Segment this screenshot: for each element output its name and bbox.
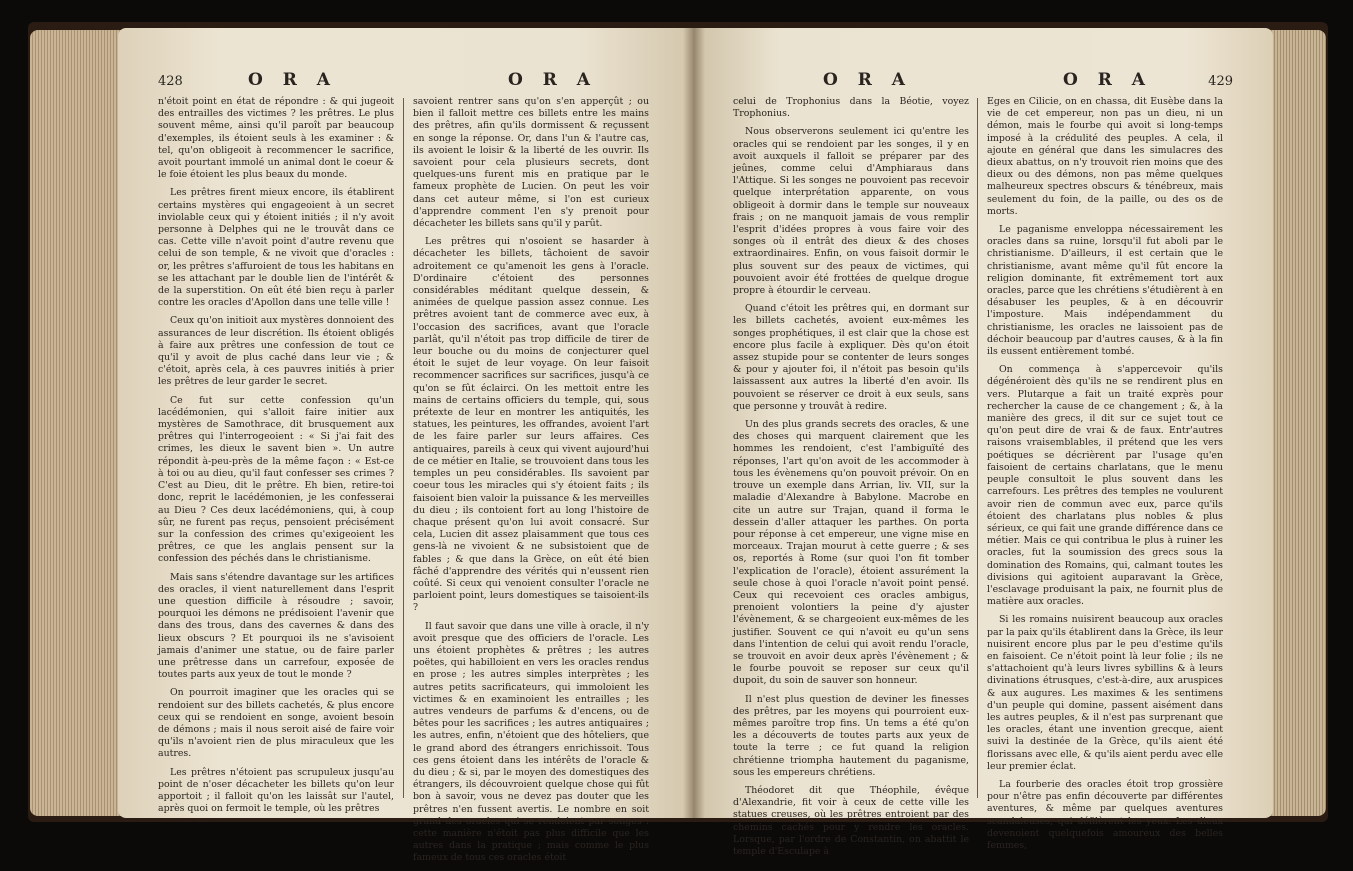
- paragraph: Il n'est plus question de deviner les finesses des prêtres, par les moyens qui pourroient eux-mêmes paroître trop fins. Un tems a été qu'on les a découverts de toutes parts aux yeux de toute la terre ; ce fut quand la religion chrétienne triompha hautement du paganisme, sous les empereurs chrétiens.: [733, 693, 969, 778]
- page-number: 429: [1208, 74, 1233, 89]
- paragraph: celui de Trophonius dans la Béotie, voyez Trophonius.: [733, 96, 969, 120]
- page-number: 428: [158, 74, 183, 89]
- open-book: [28, 22, 1328, 864]
- paragraph: Les prêtres firent mieux encore, ils établirent certains mystères qui engageoient à un secret inviolable ceux qui y étoient initiés ; il n'y avoit personne à Delphes qui ne le trouvât dans ce cas. Cette ville n'avoit point d'autre revenu que celui de son temple, & ne vivoit que d'oracles : or, les prêtres s'affuroient de tous les habitans en se les attachant par le double lien de l'intérêt & de la superstition. On eût été bien reçu à parler contre les oracles d'Apollon dans une telle ville !: [158, 187, 394, 309]
- paragraph: Ce fut sur cette confession qu'un lacédémonien, qui s'alloit faire initier aux mystères de Samothrace, dit brusquement aux prêtres qui l'interrogeoient : « Si j'ai fait des crimes, les dieux le savent bien ». Un autre répondit à-peu-près de la même façon : « Est-ce à toi ou au dieu, qu'il faut confesser ses crimes ? C'est au Dieu, dit le prêtre. Eh bien, retire-toi donc, reprit le lacédémonien, je les confesserai au Dieu ? Ces deux lacédémoniens, qui, à coup sûr, ne furent pas reçus, pensoient précisément sur la confession des crimes qu'exigeoient les prêtres, ce que les anglais pensent sur la confession des péchés dans le christianisme.: [158, 394, 394, 565]
- running-head: O R A: [248, 70, 337, 90]
- paragraph: Le paganisme enveloppa nécessairement les oracles dans sa ruine, lorsqu'il fut aboli par le christianisme. D'ailleurs, il est certain que le christianisme, avant même qu'il fût encore la religion dominante, fit extrêmement tort aux oracles, parce que les chrétiens s'étudièrent à en désabuser les peuples, & à en découvrir l'imposture. Mais indépendamment du christianisme, les oracles ne laissoient pas de déchoir beaucoup par d'autres causes, & à la fin ils eussent entièrement tombé.: [987, 224, 1223, 358]
- paragraph: Si les romains nuisirent beaucoup aux oracles par la paix qu'ils établirent dans la Grèce, ils leur nuisirent encore plus par le peu d'estime qu'ils en faisoient. Ce n'étoit point là leur folie ; ils ne s'attachoient qu'à leurs livres sybillins & à leurs divinations étrusques, c'est-à-dire, aux aruspices & aux augures. Les maximes & les sentimens d'un peuple qui domine, passent aisément dans les autres peuples, & il n'est pas surprenant que les oracles, étant une invention grecque, aient suivi la destinée de la Grèce, qu'ils aient été florissans avec elle, & qu'ils aient perdu avec elle leur premier éclat.: [987, 614, 1223, 772]
- left-page-column-1: [158, 96, 394, 821]
- book-gutter: [683, 28, 705, 818]
- paragraph: Il faut savoir que dans une ville à oracle, il n'y avoit presque que des officiers de l'oracle. Les uns étoient prophètes & prêtres ; les autres poëtes, qui habilloient en vers les oracles rendus en prose ; les autres simples interprètes ; les autres petits sacrificateurs, qui immoloient les victimes & en examinoient les entrailles ; les autres vendeurs de parfums & d'encens, ou de bêtes pour les sacrifices ; les autres antiquaires ; les autres, enfin, n'étoient que des hôteliers, que le grand abord des étrangers enrichissoit. Tous ces gens étoient dans les intérêts de l'oracle & du dieu ; & si, par le moyen des domestiques des étrangers, ils découvroient quelque chose qui fût bon à savoir, vous ne devez pas douter que les prêtres n'en fussent avertis. Le nombre en soit grand des oracles qui se rendoient par songes : cette manière n'étoit pas plus difficile que les autres dans la pratique ; mais comme le plus fameux de tous ces oracles étoit: [413, 620, 649, 864]
- right-page: [693, 28, 1273, 857]
- paragraph: Les prêtres n'étoient pas scrupuleux jusqu'au point de n'oser décacheter les billets qu'on leur apportoit ; il falloit qu'on les laissât sur l'autel, après quoi on fermoit le temple, où les prêtres: [158, 766, 394, 815]
- paragraph: On pourroit imaginer que les oracles qui se rendoient sur des billets cachetés, & plus encore ceux qui se rendoient en songe, avoient besoin de démons ; mais il nous seroit aisé de faire voir qu'ils n'avoient rien de plus miraculeux que les autres.: [158, 687, 394, 760]
- right-page-header: [693, 70, 1273, 92]
- left-page-column-2: [413, 96, 649, 871]
- paragraph: Eges en Cilicie, on en chassa, dit Eusèbe dans la vie de cet empereur, non pas un dieu, ni un démon, mais le fourbe qui avoit si long-temps imposé à la crédulité des peuples. A cela, il ajoute en général que dans les simulacres des dieux abattus, on n'y trouvoit rien moins que des dieux ou des démons, non pas même quelques malheureux spectres obscurs & ténébreux, mais seulement du foin, de la paille, ou des os de morts.: [987, 96, 1223, 217]
- running-head-right-col: O R A: [1063, 70, 1152, 90]
- paragraph: Mais sans s'étendre davantage sur les artifices des oracles, il vient naturellement dans l'esprit une question difficile à résoudre ; savoir, pourquoi les démons ne prédisoient l'avenir que dans des trous, dans des cavernes & dans des lieux obscurs ? Et pourquoi ils ne s'avisoient jamais d'animer une statue, ou de faire parler une prêtresse dans un carrefour, exposée de toutes parts aux yeux de tout le monde ?: [158, 571, 394, 681]
- left-page: [118, 28, 693, 864]
- page-edges-right: [1266, 30, 1326, 816]
- running-head: O R A: [823, 70, 912, 90]
- column-divider: [403, 98, 404, 798]
- paragraph: savoient rentrer sans qu'on s'en apperçût ; ou bien il falloit mettre ces billets entre les mains des prêtres, afin qu'ils dormissent & reçussent en songe la réponse. Or, dans l'un & l'autre cas, ils avoient le loisir & la liberté de les ouvrir. Ils savoient pour cela plusieurs secrets, dont quelques-uns furent mis en pratique par le fameux prophète de Lucien. On peut les voir dans cet auteur même, si l'on est curieux d'apprendre comment l'en s'y prenoit pour décacheter les billets sans qu'il y parût.: [413, 96, 649, 230]
- paragraph: Quand c'étoit les prêtres qui, en dormant sur les billets cachetés, avoient eux-mêmes les songes prophétiques, il est clair que la chose est encore plus facile à expliquer. Dès qu'on étoit assez stupide pour se contenter de leurs songes & pour y ajouter foi, il n'étoit pas besoin qu'ils laissassent aux autres la liberté d'en avoir. Ils pouvoient se réserver ce droit à eux seuls, sans que personne y trouvât à redire.: [733, 303, 969, 412]
- column-divider: [977, 98, 978, 798]
- paragraph: n'étoit point en état de répondre : & qui jugeoit des entrailles des victimes ? les prêtres. Le plus souvent même, ainsi qu'il paroît par beaucoup d'exemples, ils étoient seuls à les examiner : & tel, qu'on obligeoit à recommencer le sacrifice, avoit pourtant immolé un animal dont le coeur & le foie étoient les plus beaux du monde.: [158, 96, 394, 181]
- right-page-column-2: [987, 96, 1223, 858]
- paragraph: Un des plus grands secrets des oracles, & une des choses qui marquent clairement que les hommes les rendoient, c'est l'ambiguïté des réponses, l'art qu'on avoit de les accommoder à tous les évènemens qu'on pouvoit prévoir. On en trouve un exemple dans Arrian, liv. VII, sur la maladie d'Alexandre à Babylone. Macrobe en cite un autre sur Trajan, quand il forma le dessein d'aller attaquer les parthes. On porta pour réponse à cet empereur, une vigne mise en morceaux. Trajan mourut à cette guerre ; & ses os, reportés à Rome (sur quoi l'on fit tomber l'explication de l'oracle), étoient assurément la seule chose à quoi l'oracle n'avoit point pensé. Ceux qui recevoient ces oracles ambigus, prenoient volontiers la peine d'y ajuster l'évènement, & se chargeoient eux-mêmes de les justifier. Souvent ce qui n'avoit eu qu'un sens dans l'intention de celui qui avoit rendu l'oracle, se trouvoit en avoir deux après l'évènement ; & le fourbe pouvoit se reposer sur ceux qu'il dupoit, du soin de sauver son honneur.: [733, 419, 969, 687]
- page-edges-left: [30, 30, 130, 816]
- paragraph: Nous observerons seulement ici qu'entre les oracles qui se rendoient par les songes, il y en avoit auxquels il falloit se préparer par des jeûnes, comme celui d'Amphiaraus dans l'Attique. Si les songes ne pouvoient pas recevoir quelque interprétation apparente, on vous obligeoit à dormir dans le temple sur nouveaux frais ; on ne manquoit jamais de vous remplir l'esprit d'idées propres à vous faire voir des songes où il entrât des dieux & des choses extraordinaires. Enfin, on vous faisoit dormir le plus souvent sur des peaux de victimes, qui pouvoient avoir été frottées de quelque drogue propre à étourdir le cerveau.: [733, 126, 969, 297]
- left-page-header: [118, 70, 693, 92]
- running-head-right-col: O R A: [508, 70, 597, 90]
- paragraph: On commença à s'appercevoir qu'ils dégénéroient dès qu'ils ne se rendirent plus en vers. Plutarque a fait un traité exprès pour rechercher la cause de ce changement ; &, à la manière des grecs, il dit sur ce sujet tout ce qu'on peut dire de vrai & de faux. Entr'autres raisons vraisemblables, il prétend que les vers poétiques se décrièrent par l'usage qu'en faisoient de certains charlatans, que le menu peuple consultoit le plus souvent dans les carrefours. Les prêtres des temples ne voulurent avoir rien de commun avec eux, parce qu'ils étoient des charlatans plus nobles & plus sérieux, ce qui fait une grande différence dans ce métier. Mais ce qui contribua le plus à ruiner les oracles, fut la soumission des grecs sous la domination des Romains, qui, calmant toutes les divisions qui agitoient auparavant la Grèce, l'esclavage produisant la paix, ne fournit plus de matière aux oracles.: [987, 364, 1223, 608]
- paragraph: Les prêtres qui n'osoient se hasarder à décacheter les billets, tâchoient de savoir adroitement ce qu'amenoit les gens à l'oracle. D'ordinaire c'étoient des personnes considérables méditant quelque dessein, & animées de quelque passion assez connue. Les prêtres avoient tant de commerce avec eux, à l'occasion des sacrifices, avant que l'oracle parlât, qu'il n'étoit pas trop difficile de tirer de leur bouche ou du moins de conjecturer quel étoit le sujet de leur voyage. On leur faisoit recommencer sacrifices sur sacrifices, jusqu'à ce qu'on se fût éclairci. On les mettoit entre les mains de certains officiers du temple, qui, sous prétexte de leur en montrer les antiquités, les statues, les peintures, les offrandes, avoient l'art de les faire parler sur leurs affaires. Ces antiquaires, pareils à ceux qui vivent aujourd'hui de ce métier en Italie, se trouvoient dans tous les temples un peu considérables. Ils savoient par coeur tous les miracles qui s'y étoient faits ; ils faisoient bien valoir la puissance & les merveilles du dieu ; ils contoient fort au long l'histoire de chaque présent qu'on lui avoit consacré. Sur cela, Lucien dit assez plaisamment que tous ces gens-là ne vivoient & ne subsistoient que de fables ; & que dans la Grèce, on eût été bien fâché d'apprendre des vérités qui n'eussent rien coûté. Si ceux qui venoient consulter l'oracle ne parloient point, leurs domestiques se taisoient-ils ?: [413, 236, 649, 614]
- paragraph: Ceux qu'on initioit aux mystères donnoient des assurances de leur discrétion. Ils étoient obligés à faire aux prêtres une confession de tout ce qu'il y avoit de plus caché dans leur vie ; & c'étoit, après cela, à ces pauvres initiés à prier les prêtres de leur garder le secret.: [158, 315, 394, 388]
- paragraph: La fourberie des oracles étoit trop grossière pour n'être pas enfin découverte par différentes aventures, & même par quelques aventures scandaleuses, qui défilèrent les yeux. Les dieux devenoient quelquefois amoureux des belles femmes,: [987, 778, 1223, 851]
- right-page-column-1: [733, 96, 969, 864]
- paragraph: Théodoret dit que Théophile, évêque d'Alexandrie, fit voir à ceux de cette ville les statues creuses, où les prêtres entroient par des chemins cachés pour y rendre les oracles. Lorsque, par l'ordre de Constantin, on abattit le temple d'Esculape à: [733, 784, 969, 857]
